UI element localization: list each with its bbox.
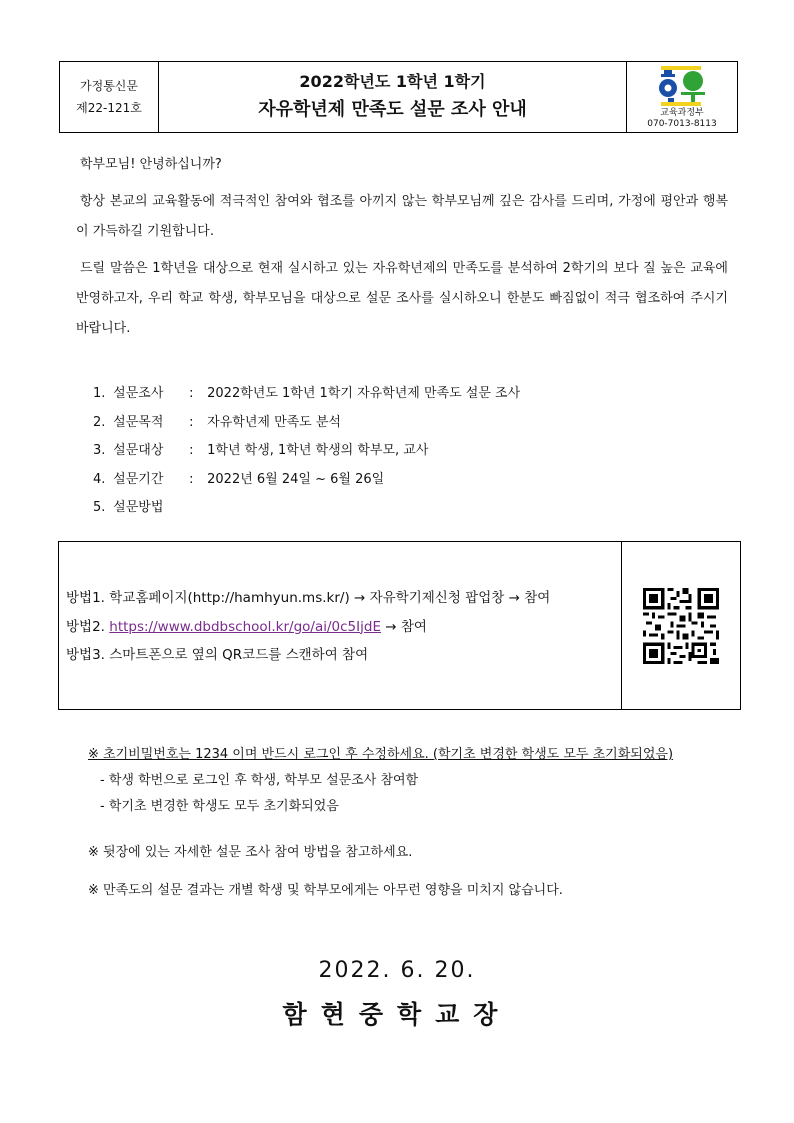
list-item: 4. 설문기간 : 2022년 6월 24일 ~ 6월 26일 (93, 471, 385, 487)
dept-phone: 070-7013-8113 (647, 119, 717, 129)
dept-name: 교육과정부 (660, 108, 704, 118)
privacy-note: ※ 만족도의 설문 결과는 개별 학생 및 학부모에게는 아무런 영향을 미치지 않습니다. (88, 883, 563, 898)
method-3: 방법3. 스마트폰으로 옆의 QR코드를 스캔하여 참여 (66, 647, 369, 663)
qr-code-icon[interactable] (643, 588, 719, 664)
purpose-paragraph: 드릴 말씀은 1학년을 대상으로 현재 실시하고 있는 자유학년제의 만족도를 분석하여 2학기의 보다 질 높은 교육에 반영하고자, 우리 학교 학생, 학부모님을 대상으로 설문 조사를 실시하오니 한분도 빠짐없이 적극 협조하여 주시기 바랍니다. (76, 261, 728, 336)
title-cell (159, 62, 627, 132)
document-header (59, 61, 738, 133)
password-note-sub2: - 학기초 변경한 학생도 모두 초기화되었음 (100, 799, 339, 814)
method-2: 방법2. https://www.dbdbschool.kr/go/ai/0c5IjdE → 참여 (66, 618, 427, 635)
password-note-main: ※ 초기비밀번호는 1234 이며 반드시 로그인 후 수정하세요. (학기초 변경한 학생도 모두 초기화되었음) (88, 747, 674, 762)
greeting: 학부모님! 안녕하십니까? (80, 157, 222, 172)
principal-signature: 함현중학교장 (282, 1000, 512, 1029)
qr-cell (622, 542, 740, 709)
doc-number: 제22-121호 (76, 101, 142, 115)
list-item: 1. 설문조사 : 2022학년도 1학년 1학기 자유학년제 만족도 설문 조사 (93, 386, 521, 401)
school-logo-cell (627, 62, 737, 132)
password-note (88, 742, 673, 820)
method-1: 방법1. 학교홈페이지(http://hamhyun.ms.kr/) → 자유학기제신청 팝업창 → 참여 (66, 590, 551, 606)
intro-paragraph: 항상 본교의 교육활동에 적극적인 참여와 협조를 아끼지 않는 학부모님께 깊은 감사를 드리며, 가정에 평안과 행복이 가득하길 기원합니다. (76, 194, 728, 239)
list-item: 5. 설문방법 (93, 500, 164, 515)
list-item: 2. 설문목적 : 자유학년제 만족도 분석 (93, 414, 341, 430)
issue-date: 2022. 6. 20. (318, 958, 476, 983)
survey-info-list (93, 380, 520, 523)
doc-info-cell (60, 62, 159, 132)
survey-method-box (58, 541, 741, 710)
password-note-sub1: - 학생 학번으로 로그인 후 학생, 학부모 설문조사 참여함 (100, 773, 419, 788)
reference-note: ※ 뒷장에 있는 자세한 설문 조사 참여 방법을 참고하세요. (88, 845, 413, 860)
method-list (59, 542, 622, 709)
doc-title-line1: 2022학년도 1학년 1학기 (299, 72, 486, 91)
list-item: 3. 설문대상 : 1학년 학생, 1학년 학생의 학부모, 교사 (93, 443, 429, 458)
survey-link[interactable]: https://www.dbdbschool.kr/go/ai/0c5IjdE (109, 618, 381, 635)
doc-category: 가정통신문 (80, 79, 138, 93)
school-logo (647, 64, 717, 108)
doc-title-line2: 자유학년제 만족도 설문 조사 안내 (258, 99, 527, 120)
